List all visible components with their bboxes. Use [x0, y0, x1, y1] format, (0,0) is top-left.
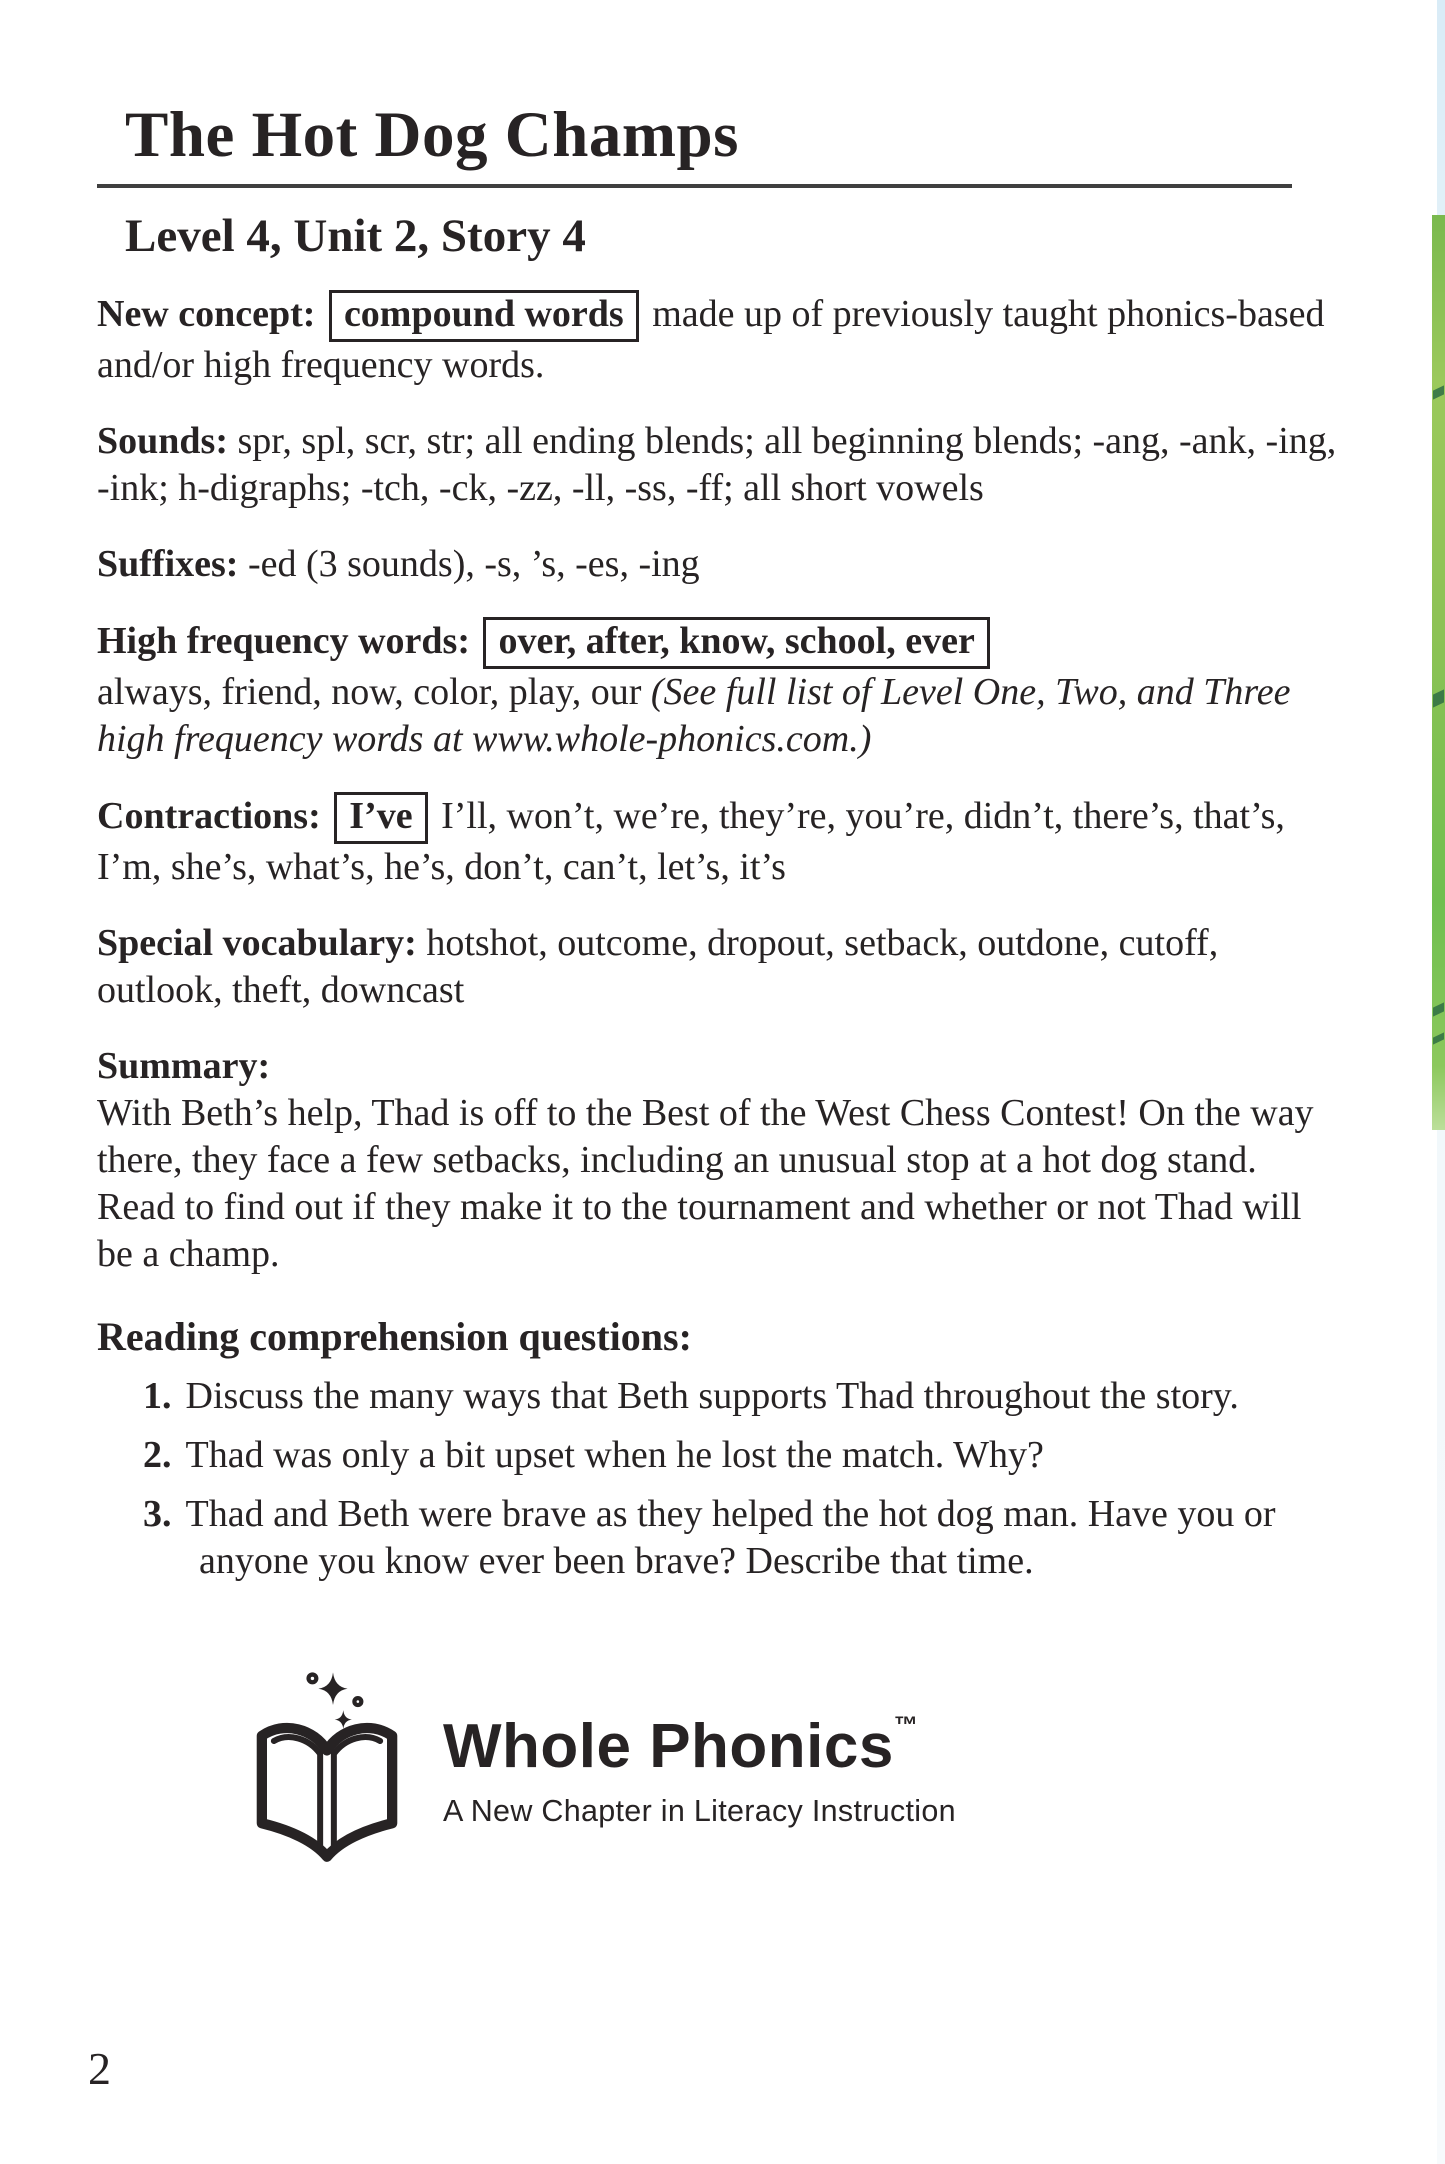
logo-wordmark: Whole Phonics	[443, 1712, 894, 1782]
suffixes-label: Suffixes:	[97, 542, 239, 585]
high-frequency-paragraph	[97, 617, 1337, 763]
questions-list	[97, 1373, 1337, 1585]
page-title: The Hot Dog Champs	[125, 99, 739, 171]
high-frequency-text: always, friend, now, color, play, our	[97, 670, 642, 713]
new-concept-label: New concept:	[97, 292, 316, 335]
special-vocabulary-paragraph	[97, 920, 1337, 1014]
questions-heading: Reading comprehension questions:	[97, 1313, 692, 1359]
question-number: 2.	[143, 1433, 172, 1476]
high-frequency-boxed-words: over, after, know, school, ever	[483, 617, 989, 669]
high-frequency-note: (See full list of Level One, Two, and Three high frequency words at www.whole-phonics.com.)	[97, 670, 1291, 760]
page-number: 2	[88, 2043, 111, 2094]
suffixes-text: -ed (3 sounds), -s, ’s, -es, -ing	[247, 542, 700, 585]
new-concept-boxed-term: compound words	[329, 290, 639, 342]
question-item	[143, 1432, 1337, 1479]
special-vocabulary-label: Special vocabulary:	[97, 921, 417, 964]
open-book-sparkles-icon	[237, 1663, 417, 1878]
sounds-paragraph	[97, 418, 1337, 512]
logo-text-block	[443, 1712, 956, 1828]
sounds-text: spr, spl, scr, str; all ending blends; all beginning blends; -ang, -ank, -ing, -ink; h-digraphs; -tch, -ck, -zz, -ll, -ss, -ff; all short vowels	[97, 419, 1337, 509]
summary-text: With Beth’s help, Thad is off to the Best of the West Chess Contest! On the way there, they face a few setbacks, including an unusual stop at a hot dog stand. Read to find out if they make it to the tournament and whether or not Thad will be a champ.	[97, 1092, 1314, 1276]
page-subtitle: Level 4, Unit 2, Story 4	[125, 209, 586, 262]
summary-label: Summary:	[97, 1044, 271, 1087]
question-item	[143, 1373, 1337, 1420]
question-number: 1.	[143, 1374, 172, 1417]
special-vocabulary-text: hotshot, outcome, dropout, setback, outdone, cutoff, outlook, theft, downcast	[97, 921, 1219, 1011]
sounds-label: Sounds:	[97, 419, 228, 462]
new-concept-text: made up of previously taught phonics-based and/or high frequency words.	[97, 292, 1325, 386]
question-text: Thad was only a bit upset when he lost the match. Why?	[185, 1433, 1044, 1476]
question-number: 3.	[143, 1492, 172, 1535]
title-rule	[97, 184, 1292, 188]
new-concept-paragraph	[97, 290, 1337, 389]
question-item	[143, 1491, 1337, 1585]
contractions-label: Contractions:	[97, 794, 321, 837]
suffixes-paragraph	[97, 541, 1337, 588]
logo-tagline: A New Chapter in Literacy Instruction	[443, 1793, 956, 1828]
contractions-paragraph	[97, 792, 1337, 891]
question-text: Discuss the many ways that Beth supports Thad throughout the story.	[185, 1374, 1239, 1417]
high-frequency-label: High frequency words:	[97, 620, 470, 663]
question-text: Thad and Beth were brave as they helped the hot dog man. Have you or anyone you know ever been brave? Describe that time.	[185, 1492, 1276, 1582]
summary-paragraph	[97, 1043, 1337, 1279]
contractions-boxed-word: I’ve	[334, 792, 427, 844]
contractions-text: I’ll, won’t, we’re, they’re, you’re, didn’t, there’s, that’s, I’m, she’s, what’s, he’s, don’t, can’t, let’s, it’s	[97, 794, 1285, 888]
whole-phonics-logo	[237, 1663, 1337, 1878]
adjacent-page-green-artwork	[1432, 215, 1445, 1130]
trademark-symbol: ™	[893, 1712, 918, 1740]
